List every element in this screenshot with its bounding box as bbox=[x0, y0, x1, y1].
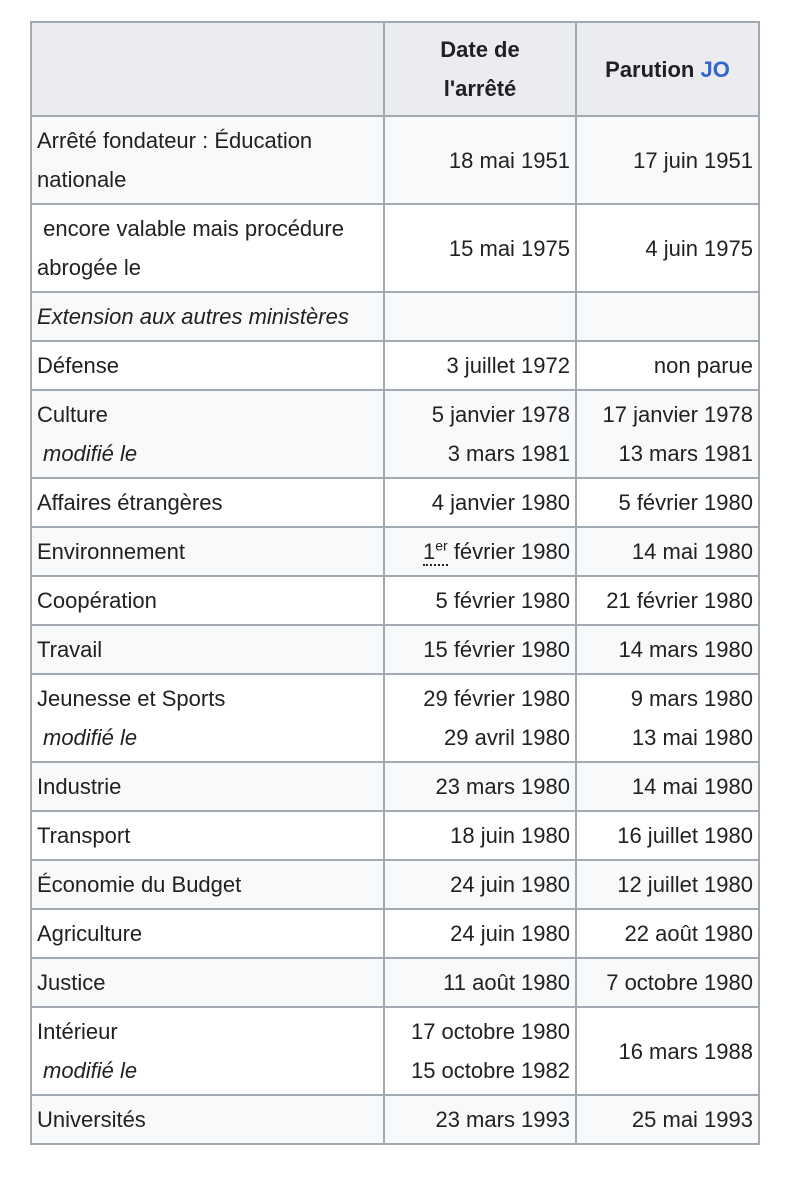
parution-cell: 25 mai 1993 bbox=[576, 1095, 759, 1144]
parution-cell: 14 mai 1980 bbox=[576, 762, 759, 811]
table-row bbox=[31, 1095, 759, 1144]
parution-cell: 17 juin 1951 bbox=[576, 116, 759, 204]
parution-cell: 5 février 1980 bbox=[576, 478, 759, 527]
date-cell: 18 juin 1980 bbox=[384, 811, 576, 860]
row-label: Industrie bbox=[31, 762, 384, 811]
jo-link[interactable]: JO bbox=[700, 56, 730, 82]
table-row bbox=[31, 762, 759, 811]
table-row bbox=[31, 527, 759, 576]
row-label: Défense bbox=[31, 341, 384, 390]
table-row bbox=[31, 116, 759, 204]
date-value: 29 février 1980 bbox=[423, 686, 570, 711]
row-label: Affaires étrangères bbox=[31, 478, 384, 527]
section-heading-cell: Extension aux autres ministères bbox=[31, 292, 384, 341]
date-cell: 15 mai 1975 bbox=[384, 204, 576, 292]
header-parution-label: Parution bbox=[605, 56, 695, 82]
parution-value-2: 13 mars 1981 bbox=[618, 441, 753, 466]
row-label-cell bbox=[31, 390, 384, 478]
row-label: Intérieur bbox=[37, 1019, 118, 1044]
parution-value-2: 13 mai 1980 bbox=[631, 725, 753, 750]
header-date bbox=[384, 22, 576, 116]
date-cell bbox=[384, 674, 576, 762]
row-label: Coopération bbox=[31, 576, 384, 625]
ordinal-number: 1 bbox=[423, 539, 436, 564]
ordinal-suffix: er bbox=[435, 537, 448, 554]
table-row bbox=[31, 204, 759, 292]
date-cell: 4 janvier 1980 bbox=[384, 478, 576, 527]
row-label: Économie du Budget bbox=[31, 860, 384, 909]
date-cell: 3 juillet 1972 bbox=[384, 341, 576, 390]
date-cell: 23 mars 1993 bbox=[384, 1095, 576, 1144]
parution-cell: 14 mai 1980 bbox=[576, 527, 759, 576]
table-row bbox=[31, 860, 759, 909]
date-cell bbox=[384, 1007, 576, 1095]
parution-value: 9 mars 1980 bbox=[630, 686, 753, 711]
row-label: Culture bbox=[37, 402, 108, 427]
row-label: Environnement bbox=[31, 527, 384, 576]
date-value-2: 15 octobre 1982 bbox=[410, 1058, 570, 1083]
date-cell bbox=[384, 527, 576, 576]
row-label: Justice bbox=[31, 958, 384, 1007]
row-sublabel: modifié le bbox=[43, 1058, 138, 1083]
row-label: Jeunesse et Sports bbox=[37, 686, 226, 711]
parution-cell: 4 juin 1975 bbox=[576, 204, 759, 292]
date-cell: 24 juin 1980 bbox=[384, 860, 576, 909]
date-value: 17 octobre 1980 bbox=[410, 1019, 570, 1044]
row-label: Travail bbox=[31, 625, 384, 674]
parution-cell: 21 février 1980 bbox=[576, 576, 759, 625]
parution-cell: 7 octobre 1980 bbox=[576, 958, 759, 1007]
ordinal-abbr[interactable] bbox=[423, 539, 448, 566]
table-row bbox=[31, 576, 759, 625]
row-sublabel: modifié le bbox=[43, 725, 138, 750]
parution-cell: 12 juillet 1980 bbox=[576, 860, 759, 909]
table-row bbox=[31, 478, 759, 527]
date-rest: février 1980 bbox=[447, 539, 570, 564]
date-cell bbox=[384, 292, 576, 341]
parution-cell bbox=[576, 292, 759, 341]
date-value-2: 29 avril 1980 bbox=[444, 725, 570, 750]
header-empty-cell bbox=[31, 22, 384, 116]
parution-cell: non parue bbox=[576, 341, 759, 390]
date-cell: 5 février 1980 bbox=[384, 576, 576, 625]
arretes-table bbox=[30, 21, 760, 1145]
parution-cell bbox=[576, 674, 759, 762]
table-row bbox=[31, 958, 759, 1007]
header-row bbox=[31, 22, 759, 116]
parution-cell: 16 mars 1988 bbox=[576, 1007, 759, 1095]
row-label: Universités bbox=[31, 1095, 384, 1144]
table-row bbox=[31, 909, 759, 958]
table-row bbox=[31, 341, 759, 390]
row-label: encore valable mais procédure abrogée le bbox=[31, 204, 384, 292]
header-date-line1: Date de bbox=[440, 37, 520, 62]
table-row bbox=[31, 811, 759, 860]
row-sublabel: modifié le bbox=[43, 441, 138, 466]
row-label: Arrêté fondateur : Éducation nationale bbox=[31, 116, 384, 204]
header-parution bbox=[576, 22, 759, 116]
table-row bbox=[31, 292, 759, 341]
table-row bbox=[31, 1007, 759, 1095]
row-label-cell bbox=[31, 674, 384, 762]
parution-cell: 14 mars 1980 bbox=[576, 625, 759, 674]
row-label-cell bbox=[31, 1007, 384, 1095]
table-row bbox=[31, 390, 759, 478]
parution-cell: 22 août 1980 bbox=[576, 909, 759, 958]
row-label: Transport bbox=[31, 811, 384, 860]
date-value-2: 3 mars 1981 bbox=[447, 441, 570, 466]
date-cell: 18 mai 1951 bbox=[384, 116, 576, 204]
date-cell: 24 juin 1980 bbox=[384, 909, 576, 958]
parution-cell bbox=[576, 390, 759, 478]
parution-cell: 16 juillet 1980 bbox=[576, 811, 759, 860]
date-cell: 23 mars 1980 bbox=[384, 762, 576, 811]
parution-value: 17 janvier 1978 bbox=[602, 402, 753, 427]
row-label: Agriculture bbox=[31, 909, 384, 958]
date-cell: 15 février 1980 bbox=[384, 625, 576, 674]
header-date-line2: l'arrêté bbox=[443, 76, 517, 101]
date-value: 5 janvier 1978 bbox=[431, 402, 570, 427]
date-cell: 11 août 1980 bbox=[384, 958, 576, 1007]
date-cell bbox=[384, 390, 576, 478]
table-row bbox=[31, 674, 759, 762]
table-row bbox=[31, 625, 759, 674]
